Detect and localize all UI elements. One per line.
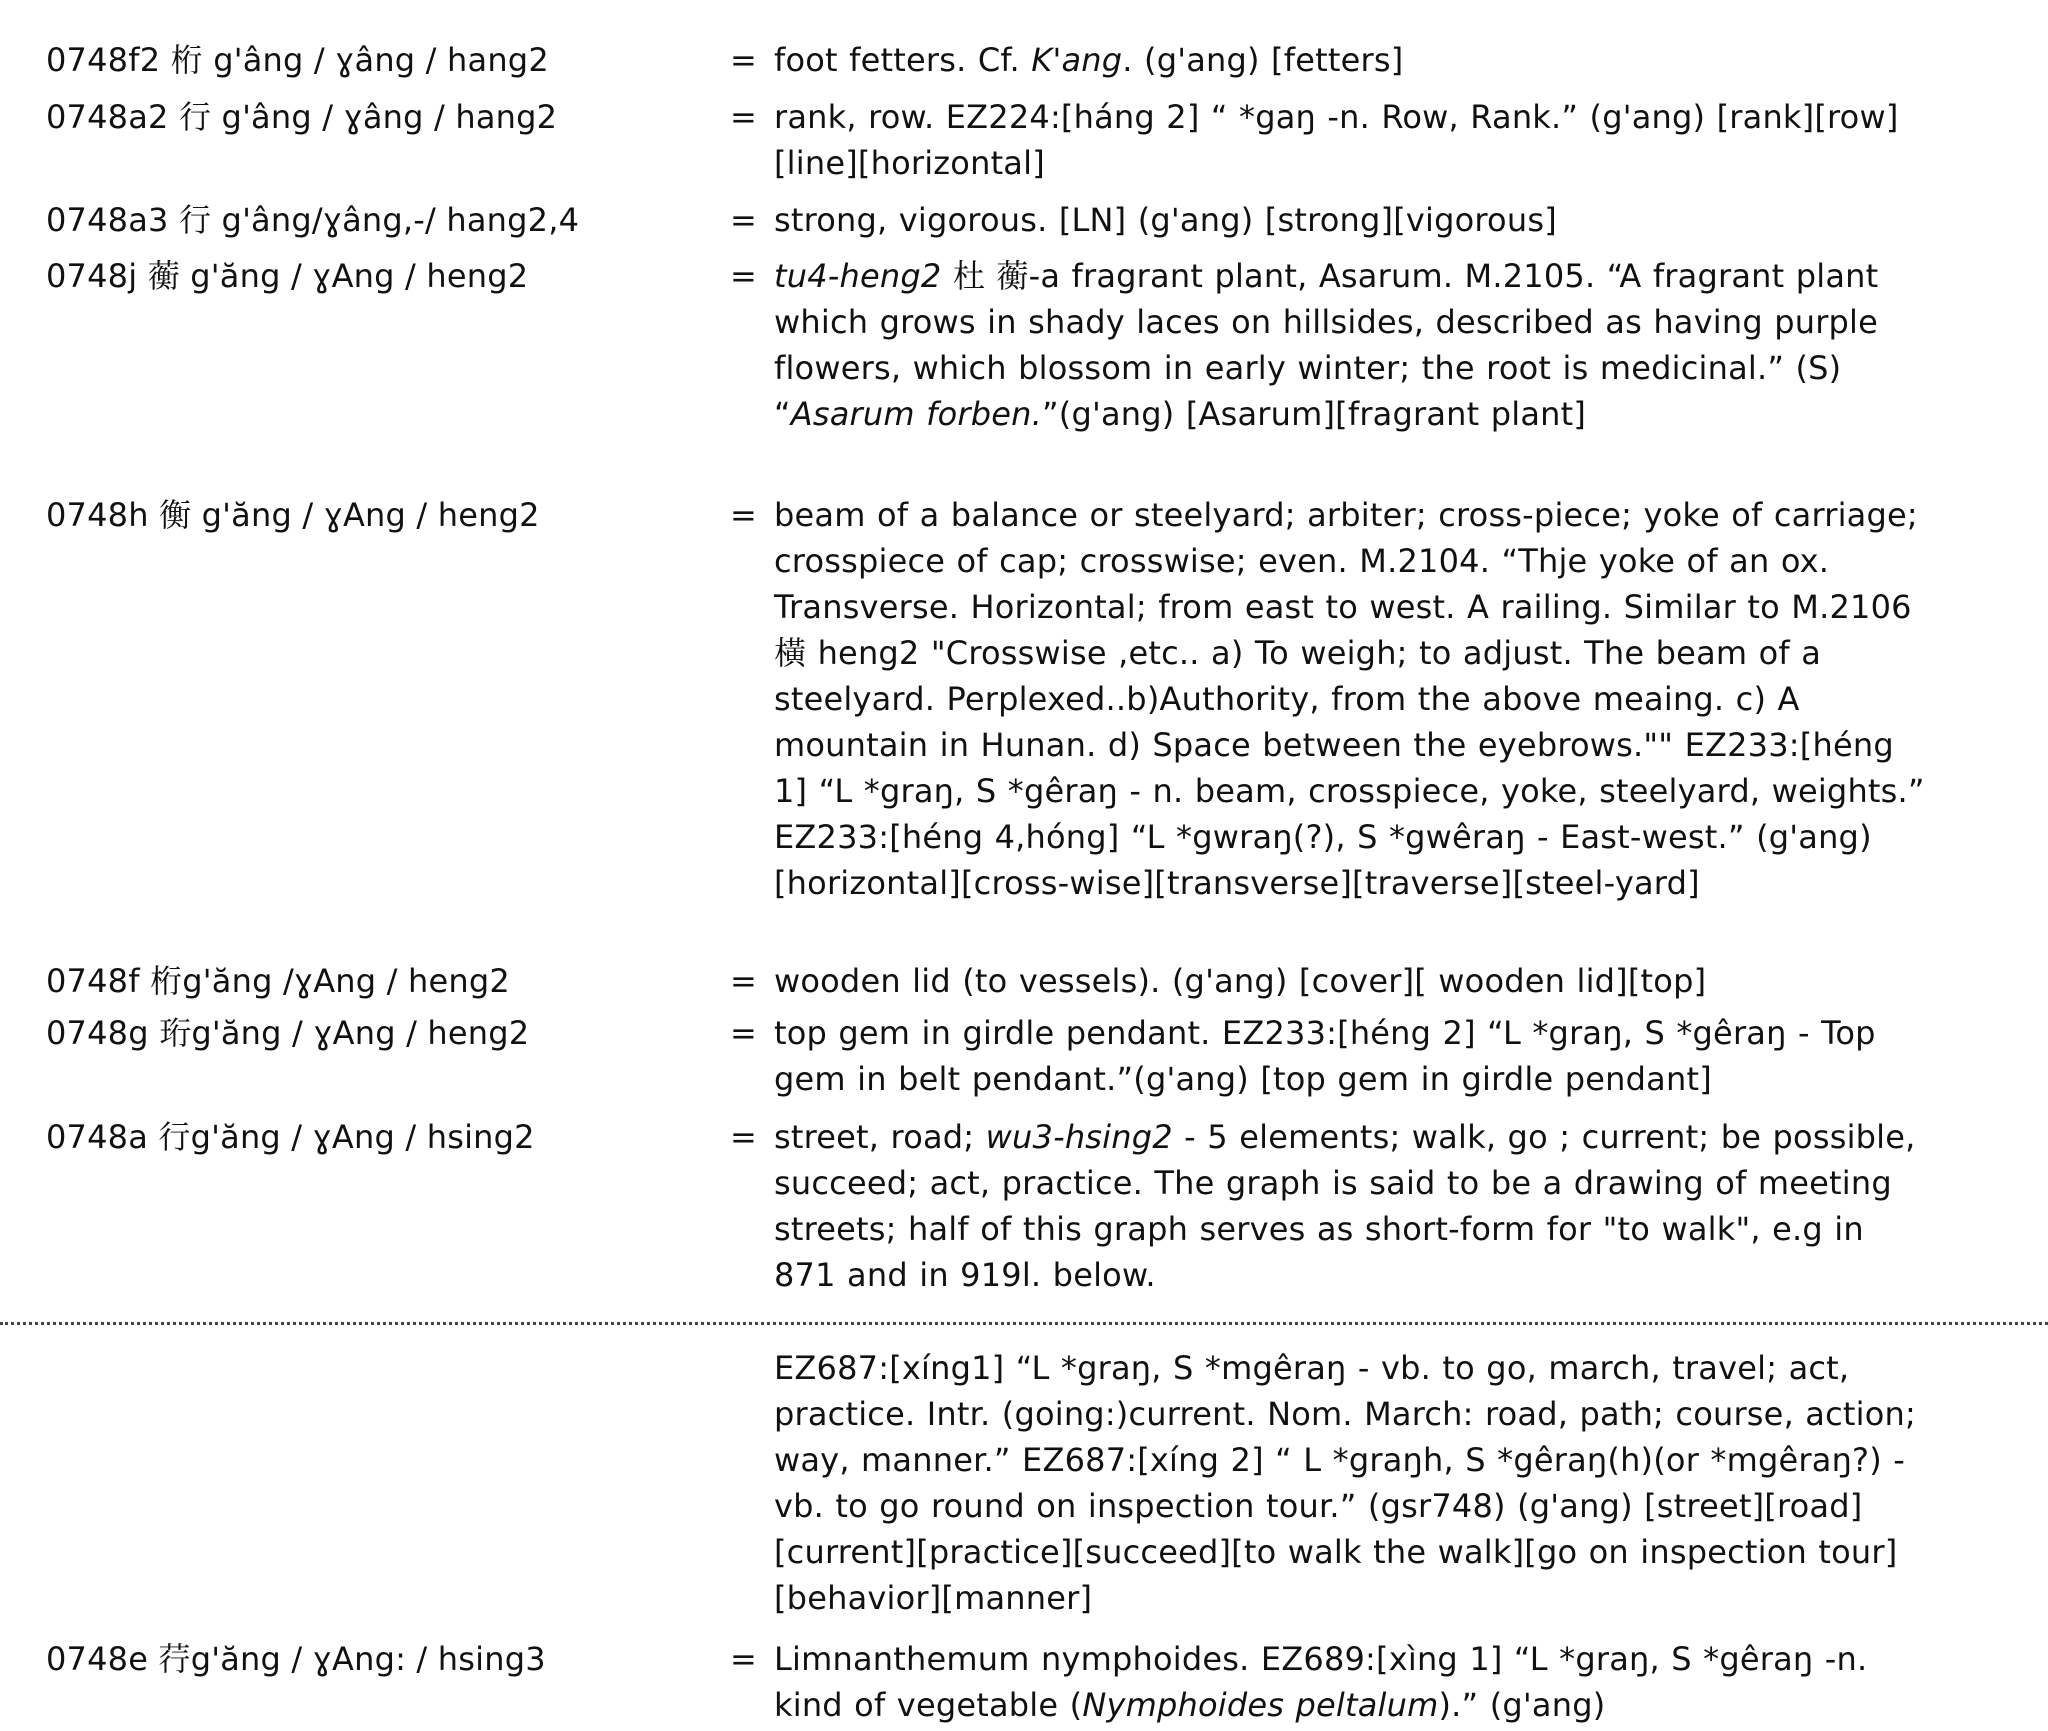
definition: [774, 253, 1934, 437]
dotted-divider: [0, 1322, 2048, 1325]
romanization: tu4-heng2: [774, 257, 942, 295]
definition: [774, 197, 1934, 243]
definition: [774, 37, 1934, 83]
headword: 0748f2 桁 g'âng / ɣâng / hang2: [46, 41, 549, 79]
definition: [774, 94, 1934, 186]
headword: 0748j 蘅 g'ăng / ɣAng / heng2: [46, 257, 529, 295]
definition-text: street, road;: [774, 1118, 986, 1156]
equals-sign: =: [730, 41, 757, 79]
cross-reference: K'ang: [1031, 41, 1123, 79]
headword: 0748h 衡 g'ăng / ɣAng / heng2: [46, 496, 540, 534]
definition: [774, 492, 1934, 906]
equals-sign: =: [730, 1640, 757, 1678]
definition: [774, 1010, 1934, 1102]
headword: 0748f 桁g'ăng /ɣAng / heng2: [46, 962, 510, 1000]
equals-sign: =: [730, 257, 757, 295]
equals-sign: =: [730, 98, 757, 136]
equals-sign: =: [730, 496, 757, 534]
headword: 0748a3 行 g'âng/ɣâng,-/ hang2,4: [46, 201, 580, 239]
definition-text: strong, vigorous. [LN] (g'ang) [strong][vigorous]: [774, 201, 1557, 239]
definition-text: ”(g'ang) [Asarum][fragrant plant]: [1042, 395, 1587, 433]
definition-text: EZ687:[xíng1] “L *graŋ, S *mgêraŋ - vb. to go, march, travel; act, practice. Intr. (going:)current. Nom. March: road, path; course, action; way, manner.” EZ687:[xíng 2] “ L *graŋh, S *gêraŋ(h)(or *mgêraŋ?) - vb. to go round on inspection tour.” (gsr748) (g'ang) [street][road][current][practice][succeed][to walk the walk][go on inspection tour][behavior][manner]: [774, 1349, 1916, 1617]
equals-sign: =: [730, 1014, 757, 1052]
definition-text: . (g'ang) [fetters]: [1122, 41, 1404, 79]
definition: [774, 1345, 1934, 1621]
definition-text: beam of a balance or steelyard; arbiter; cross-piece; yoke of carriage; crosspiece of cap; crosswise; even. M.2104. “Thje yoke of an ox. Transverse. Horizontal; from east to west. A railing. Similar to M.2106橫 heng2 "Crosswise ,etc.. a) To weigh; to adjust. The beam of a steelyard. Perplexed..b)Authority, from the above meaing. c) A mountain in Hunan. d) Space between the eyebrows."" EZ233:[héng 1] “L *graŋ, S *gêraŋ - n. beam, crosspiece, yoke, steelyard, weights.” EZ233:[héng 4,hóng] “L *gwraŋ(?), S *gwêraŋ - East-west.” (g'ang) [horizontal][cross-wise][transverse][traverse][steel-yard]: [774, 496, 1925, 902]
headword: 0748a2 行 g'âng / ɣâng / hang2: [46, 98, 558, 136]
definition-text: top gem in girdle pendant. EZ233:[héng 2] “L *graŋ, S *gêraŋ - Top gem in belt pendant.”(g'ang) [top gem in girdle pendant]: [774, 1014, 1876, 1098]
definition: [774, 1636, 1934, 1728]
definition-text: wooden lid (to vessels). (g'ang) [cover][ wooden lid][top]: [774, 962, 1707, 1000]
headword: 0748e 荇g'ăng / ɣAng: / hsing3: [46, 1640, 546, 1678]
definition: [774, 1114, 1934, 1298]
definition-text: rank, row. EZ224:[háng 2] “ *gaŋ -n. Row, Rank.” (g'ang) [rank][row][line][horizontal]: [774, 98, 1899, 182]
headword: 0748g 珩g'ăng / ɣAng / heng2: [46, 1014, 530, 1052]
equals-sign: =: [730, 1118, 757, 1156]
headword: 0748a 行g'ăng / ɣAng / hsing2: [46, 1118, 535, 1156]
definition: [774, 958, 1934, 1004]
definition-text: foot fetters. Cf.: [774, 41, 1032, 79]
definition-text: 杜 蘅-a fragrant plant, Asarum. M.2105. “A fragrant plant which grows in shady laces on hillsides, described as having purple flowers, which blossom in early winter; the root is medicinal.” (S) “: [774, 257, 1879, 433]
definition-text: ).” (g'ang): [1438, 1686, 1606, 1724]
definition-text: Limnanthemum nymphoides. EZ689:[xìng 1] “L *graŋ, S *gêraŋ -n. kind of vegetable (: [774, 1640, 1868, 1724]
equals-sign: =: [730, 201, 757, 239]
equals-sign: =: [730, 962, 757, 1000]
scientific-name: Asarum forben.: [790, 395, 1042, 433]
scientific-name: Nymphoides peltalum: [1082, 1686, 1439, 1724]
definition-text: - 5 elements; walk, go ; current; be possible, succeed; act, practice. The graph is said to be a drawing of meeting streets; half of this graph serves as short-form for "to walk", e.g in 871 and in 919l. below.: [774, 1118, 1916, 1294]
romanization: wu3-hsing2: [985, 1118, 1173, 1156]
